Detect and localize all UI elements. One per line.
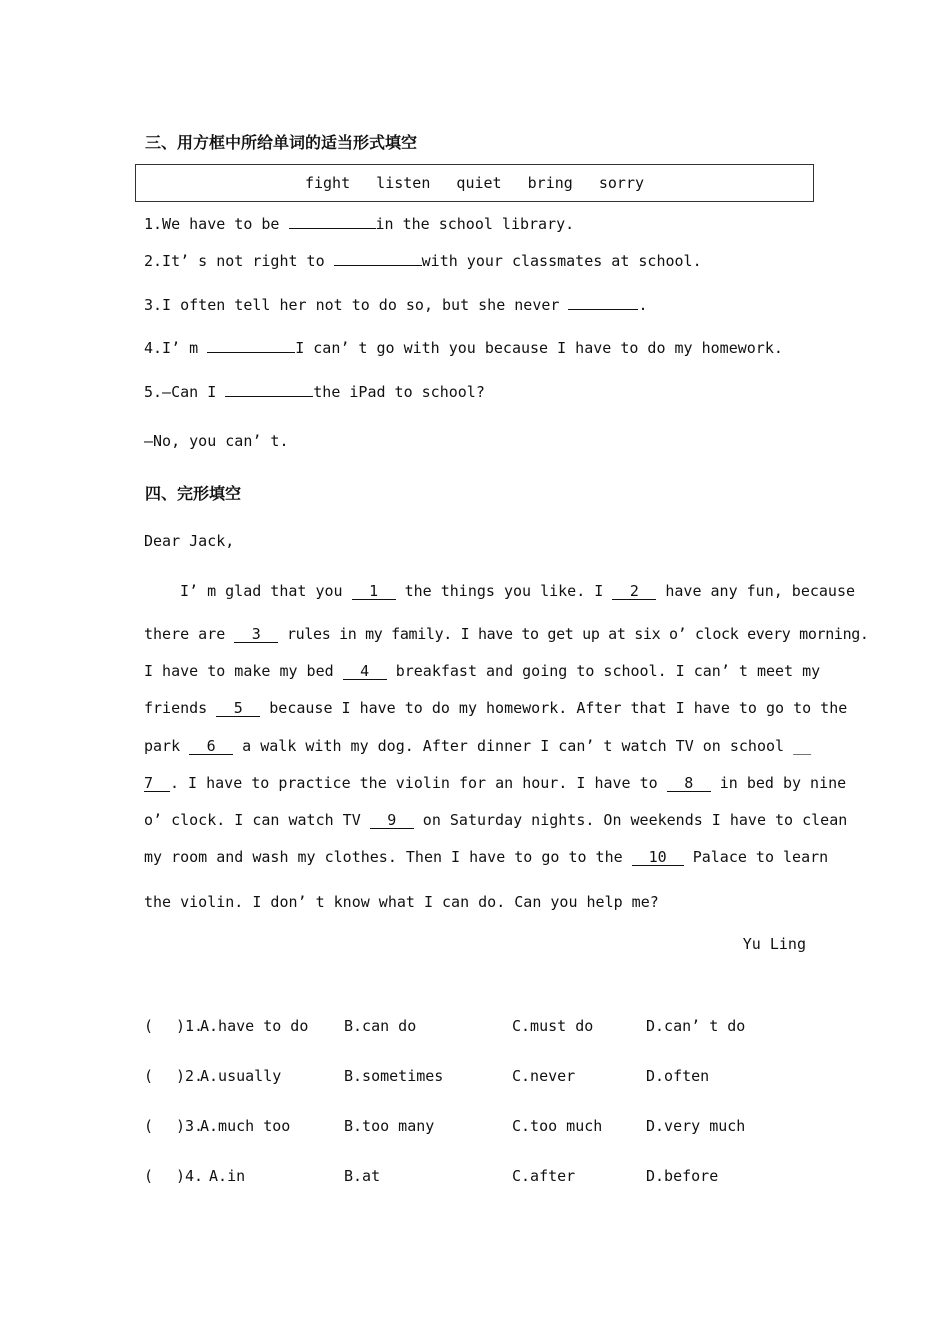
passage-text: on Saturday nights. On weekends I have to clean: [413, 811, 848, 829]
answer-paren[interactable]: (: [144, 1017, 154, 1035]
question-3: [144, 295, 647, 314]
passage-line-2: [144, 625, 869, 643]
letter-signature: Yu Ling: [742, 935, 806, 953]
question-number: )1.: [176, 1017, 204, 1035]
blank-7[interactable]: 7: [144, 776, 170, 792]
q5-text-before: 5.—Can I: [144, 383, 226, 401]
passage-text: friends: [144, 699, 217, 717]
passage-text: . I have to practice the violin for an hour. I have to: [170, 774, 667, 792]
q5-text-after: the iPad to school?: [313, 383, 485, 401]
passage-text: there are: [144, 625, 235, 643]
passage-text: in bed by nine: [710, 774, 847, 792]
passage-text: the things you like. I: [395, 582, 613, 600]
question-1: [144, 214, 574, 233]
option-a[interactable]: A.in: [200, 1167, 246, 1185]
question-4: [144, 338, 783, 357]
question-number: )2.: [176, 1067, 204, 1085]
option-b[interactable]: B.can do: [344, 1017, 417, 1035]
passage-text: because I have to do my homework. After that I have to go to the: [260, 699, 848, 717]
option-d[interactable]: D.often: [646, 1067, 710, 1085]
passage-text: Palace to learn: [683, 848, 829, 866]
passage-line-5: [144, 737, 811, 755]
passage-text: my room and wash my clothes. Then I have to go to the: [144, 848, 632, 866]
q3-blank[interactable]: [568, 295, 638, 310]
blank-6[interactable]: 6: [189, 739, 233, 755]
q1-text-before: 1.We have to be: [144, 215, 289, 233]
blank-10[interactable]: 10: [632, 850, 684, 866]
passage-line-8: [144, 848, 828, 866]
option-d[interactable]: D.before: [646, 1167, 719, 1185]
answer-paren[interactable]: (: [144, 1067, 154, 1085]
question-5: [144, 382, 485, 401]
passage-text: have any fun, because: [656, 582, 856, 600]
passage-text: breakfast and going to school. I can’ t meet my: [386, 662, 821, 680]
blank-8[interactable]: 8: [667, 776, 711, 792]
q3-text-before: 3.I often tell her not to do so, but she never: [144, 296, 569, 314]
answer-paren[interactable]: (: [144, 1167, 154, 1185]
blank-1[interactable]: 1: [352, 584, 396, 600]
option-b[interactable]: B.at: [344, 1167, 381, 1185]
q1-blank[interactable]: [289, 214, 376, 229]
blank-5[interactable]: 5: [216, 701, 260, 717]
q4-blank[interactable]: [207, 338, 295, 353]
q4-text-after: I can’ t go with you because I have to do my homework.: [295, 339, 783, 357]
question-number: )4.: [176, 1167, 204, 1185]
option-a[interactable]: A.usually: [200, 1067, 282, 1085]
passage-line-4: [144, 699, 847, 717]
passage-line-6: [144, 774, 846, 792]
q2-text-before: 2.It’ s not right to: [144, 252, 334, 270]
word-box: [135, 164, 814, 202]
passage-text: o’ clock. I can watch TV: [144, 811, 370, 829]
blank-3[interactable]: 3: [234, 627, 278, 643]
option-d[interactable]: D.can’ t do: [646, 1017, 746, 1035]
q3-text-after: .: [638, 296, 648, 314]
passage-text: the violin. I don’ t know what I can do. Can you help me?: [144, 893, 659, 911]
passage-text: park: [144, 737, 190, 755]
passage-text: I have to make my bed: [144, 662, 343, 680]
passage-text: rules in my family. I have to get up at six o’ clock every morning.: [278, 625, 869, 643]
q4-text-before: 4.I’ m: [144, 339, 208, 357]
question-2: [144, 251, 702, 270]
blank-9[interactable]: 9: [370, 813, 414, 829]
option-c[interactable]: C.must do: [512, 1017, 594, 1035]
question-5-reply: —No, you can’ t.: [144, 432, 289, 450]
q5-blank[interactable]: [225, 382, 313, 397]
blank-4[interactable]: 4: [343, 664, 387, 680]
answer-paren[interactable]: (: [144, 1117, 154, 1135]
passage-line-9: [144, 893, 659, 911]
q2-blank[interactable]: [334, 251, 422, 266]
passage-line-3: [144, 662, 820, 680]
option-a[interactable]: A.have to do: [200, 1017, 309, 1035]
q1-text-after: in the school library.: [375, 215, 575, 233]
option-c[interactable]: C.after: [512, 1167, 576, 1185]
letter-greeting: Dear Jack,: [144, 532, 235, 550]
option-b[interactable]: B.too many: [344, 1117, 435, 1135]
option-c[interactable]: C.never: [512, 1067, 576, 1085]
option-d[interactable]: D.very much: [646, 1117, 746, 1135]
word-box-text: fight listen quiet bring sorry: [304, 174, 645, 192]
q2-text-after: with your classmates at school.: [421, 252, 702, 270]
blank-2[interactable]: 2: [612, 584, 656, 600]
option-c[interactable]: C.too much: [512, 1117, 603, 1135]
option-b[interactable]: B.sometimes: [344, 1067, 444, 1085]
question-number: )3.: [176, 1117, 204, 1135]
passage-text: I’ m glad that you: [180, 582, 352, 600]
option-a[interactable]: A.much too: [200, 1117, 291, 1135]
section-3-heading: 三、用方框中所给单词的适当形式填空: [145, 133, 418, 152]
passage-text: a walk with my dog. After dinner I can’ t watch TV on school __: [233, 737, 812, 755]
passage-line-7: [144, 811, 847, 829]
passage-line-1: [180, 582, 855, 600]
section-4-heading: 四、完形填空: [145, 484, 242, 503]
